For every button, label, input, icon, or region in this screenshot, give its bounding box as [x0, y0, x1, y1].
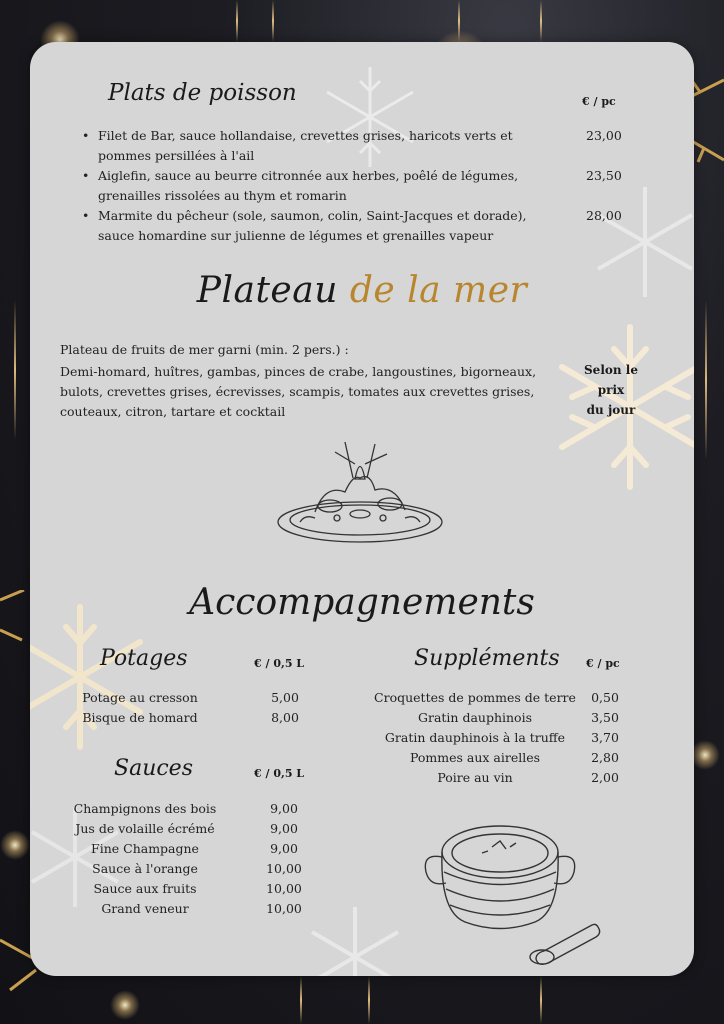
price: 10,00 — [266, 881, 302, 896]
list-item: Sauce à l'orange — [92, 861, 198, 876]
list-item: Pommes aux airelles — [409, 750, 541, 765]
list-item: Champignons des bois — [73, 801, 217, 816]
sauces-price-header: € / 0,5 L — [254, 767, 305, 780]
list-item: • Aiglefin, sauce au beurre citronnée aux herbes, poêlé de légumes, grenailles rissolées au thym et romarin — [80, 166, 546, 206]
light-ray — [540, 0, 542, 42]
potages-price-header: € / 0,5 L — [254, 657, 305, 670]
snowflake-icon — [300, 902, 410, 976]
list-item: • Filet de Bar, sauce hollandaise, crevettes grises, haricots verts et pommes persillées à l'ail — [80, 126, 546, 166]
price: 0,50 — [591, 690, 619, 705]
price: 3,50 — [591, 710, 619, 725]
list-item: Gratin dauphinois à la truffe — [384, 730, 566, 745]
price: 2,80 — [591, 750, 619, 765]
light-ray — [14, 300, 16, 440]
sparkle — [110, 990, 140, 1020]
supplements-title: Suppléments — [414, 646, 560, 671]
light-ray — [272, 0, 274, 42]
snowflake-icon — [30, 602, 150, 752]
potages-prices — [260, 688, 310, 728]
plateau-price-line: du jour — [586, 403, 636, 417]
snowflake-icon — [0, 590, 26, 650]
sparkle — [0, 830, 30, 860]
potages-title: Potages — [100, 646, 188, 671]
plateau-intro: Plateau de fruits de mer garni (min. 2 pers.) : — [60, 342, 349, 357]
list-item: Croquettes de pommes de terre — [374, 690, 576, 705]
fish-price: 28,00 — [586, 208, 622, 223]
light-ray — [236, 0, 238, 42]
plateau-price-line: prix — [597, 383, 625, 397]
sauces-title: Sauces — [114, 756, 193, 781]
price: 9,00 — [270, 821, 298, 836]
list-item: Poire au vin — [437, 770, 513, 785]
list-item: Gratin dauphinois — [417, 710, 532, 725]
price: 3,70 — [591, 730, 619, 745]
potages-list — [70, 688, 210, 728]
plateau-price — [575, 360, 647, 420]
price: 9,00 — [270, 841, 298, 856]
price: 8,00 — [271, 710, 299, 725]
price: 9,00 — [270, 801, 298, 816]
list-item: Fine Champagne — [91, 841, 199, 856]
price: 5,00 — [271, 690, 299, 705]
accompagnements-title-text: Accompagnements — [189, 582, 535, 623]
fish-price-header: € / pc — [582, 95, 616, 108]
price: 10,00 — [266, 901, 302, 916]
list-item: Bisque de homard — [82, 710, 198, 725]
soup-bowl-illustration — [420, 817, 605, 967]
supplements-list — [370, 688, 580, 788]
light-ray — [300, 976, 302, 1024]
sauces-prices — [256, 799, 312, 919]
sauces-list — [70, 799, 220, 919]
plateau-description: Demi-homard, huîtres, gambas, pinces de crabe, langoustines, bigorneaux, bulots, crevettes grises, écrevisses, scampis, tomates aux crevettes grises, couteaux, citron, tartare et cocktail — [60, 364, 537, 419]
list-item: Jus de volaille écrémé — [75, 821, 215, 836]
list-item: Potage au cresson — [82, 690, 198, 705]
fish-section-title: Plats de poisson — [108, 80, 297, 106]
fish-price: 23,00 — [586, 128, 622, 143]
light-ray — [368, 976, 370, 1024]
fish-list — [80, 126, 546, 246]
supplements-prices — [582, 688, 628, 788]
light-ray — [540, 976, 542, 1024]
accompagnements-title — [30, 582, 694, 623]
plateau-title-part-a: Plateau — [196, 270, 338, 311]
sparkle — [690, 740, 720, 770]
plateau-title — [30, 270, 694, 311]
plateau-title-part-b: de la mer — [349, 270, 528, 311]
supplements-price-header: € / pc — [586, 657, 620, 670]
plateau-price-line: Selon le — [584, 363, 638, 377]
menu-card — [30, 42, 694, 976]
list-item: Grand veneur — [101, 901, 189, 916]
price: 2,00 — [591, 770, 619, 785]
list-item: Sauce aux fruits — [93, 881, 197, 896]
list-item: • Marmite du pêcheur (sole, saumon, colin, Saint-Jacques et dorade), sauce homardine sur julienne de légumes et grenailles vapeur — [80, 206, 546, 246]
price: 10,00 — [266, 861, 302, 876]
light-ray — [458, 0, 460, 42]
light-ray — [705, 300, 707, 460]
seafood-platter-illustration — [275, 434, 445, 549]
fish-price: 23,50 — [586, 168, 622, 183]
